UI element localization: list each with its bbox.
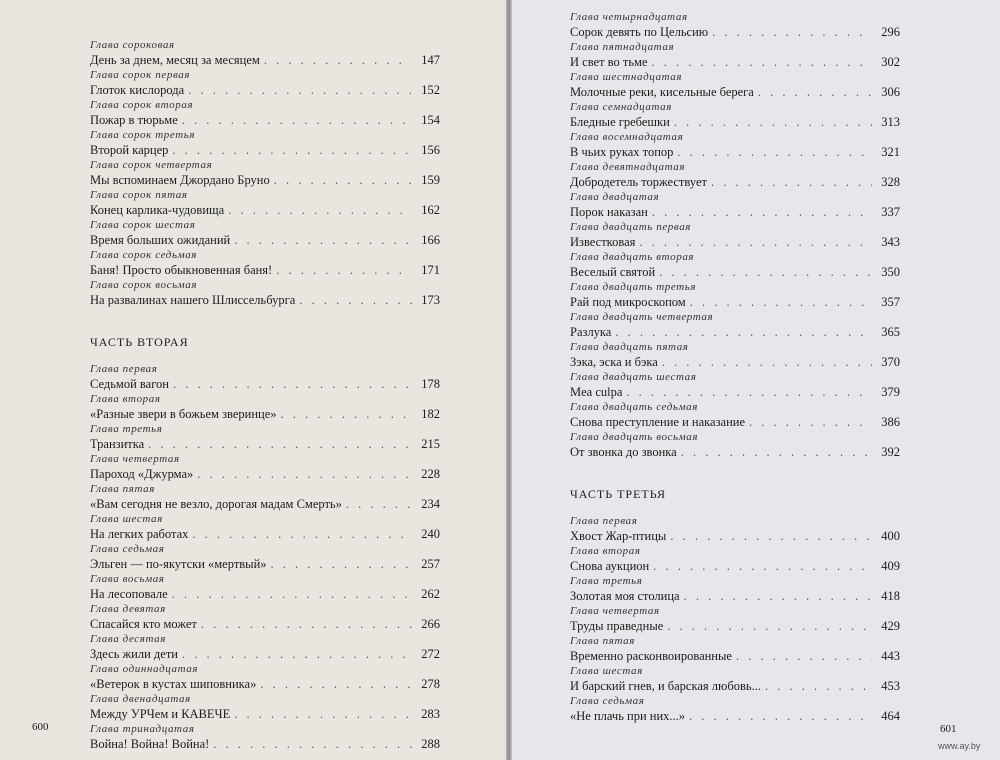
chapter-label: Глава сорок первая — [90, 69, 191, 81]
watermark: www.ay.by — [938, 741, 981, 751]
page-ref: 240 — [421, 527, 440, 541]
chapter-title: От звонка до звонка — [570, 445, 677, 459]
toc-entry — [570, 528, 900, 544]
chapter-label: Глава первая — [570, 515, 638, 527]
toc-entry — [570, 144, 900, 160]
chapter-title: «Ветерок в кустах шиповника» — [90, 677, 257, 691]
chapter-label: Глава девятнадцатая — [570, 161, 686, 173]
chapter-title: Второй карцер — [90, 143, 169, 157]
toc-entry — [90, 202, 440, 218]
toc-entry — [570, 204, 900, 220]
chapter-label: Глава сорок шестая — [90, 219, 196, 231]
dot-leader — [667, 618, 872, 634]
chapter-title: Между УРЧем и КАВЕЧЕ — [90, 707, 231, 721]
page-ref: 313 — [881, 115, 900, 129]
dot-leader — [172, 586, 412, 602]
toc-entry — [90, 292, 440, 308]
toc-entry — [570, 24, 900, 40]
chapter-title: Пожар в тюрьме — [90, 113, 178, 127]
chapter-title: Здесь жили дети — [90, 647, 178, 661]
toc-entry — [90, 82, 440, 98]
chapter-label: Глава пятая — [570, 635, 635, 647]
chapter-title: Добродетель торжествует — [570, 175, 707, 189]
page-ref: 409 — [881, 559, 900, 573]
toc-entry — [90, 706, 440, 722]
chapter-label: Глава восемнадцатая — [570, 131, 684, 143]
dot-leader — [690, 294, 872, 310]
dot-leader — [684, 588, 872, 604]
page-ref: 392 — [881, 445, 900, 459]
chapter-title: Порок наказан — [570, 205, 648, 219]
chapter-label: Глава пятая — [90, 483, 155, 495]
toc-entry — [570, 354, 900, 370]
toc-entry — [570, 324, 900, 340]
chapter-title: Война! Война! Война! — [90, 737, 210, 751]
toc-entry — [90, 496, 440, 512]
page-ref: 453 — [881, 679, 900, 693]
dot-leader — [299, 292, 412, 308]
chapter-label: Глава шестая — [570, 665, 643, 677]
chapter-label: Глава двадцать восьмая — [570, 431, 699, 443]
part-title: ЧАСТЬ ВТОРАЯ — [90, 335, 189, 349]
dot-leader — [749, 414, 872, 430]
chapter-label: Глава двадцатая — [570, 191, 660, 203]
page-ref: 337 — [881, 205, 900, 219]
toc-entry — [90, 112, 440, 128]
toc-entry — [570, 264, 900, 280]
page-ref: 166 — [421, 233, 440, 247]
page-ref: 278 — [421, 677, 440, 691]
dot-leader — [651, 54, 872, 70]
dot-leader — [677, 144, 872, 160]
chapter-label: Глава сорок седьмая — [90, 249, 198, 261]
toc-entry — [90, 586, 440, 602]
dot-leader — [689, 708, 872, 724]
toc-entry — [570, 414, 900, 430]
dot-leader — [758, 84, 872, 100]
chapter-title: Эльген — по-якутски «мертвый» — [90, 557, 267, 571]
dot-leader — [228, 202, 412, 218]
chapter-label: Глава сороковая — [90, 39, 175, 51]
chapter-label: Глава первая — [90, 363, 158, 375]
chapter-title: Mea culpa — [570, 385, 623, 399]
dot-leader — [652, 204, 872, 220]
chapter-title: Временно расконвоированные — [570, 649, 732, 663]
chapter-label: Глава четвертая — [90, 453, 180, 465]
toc-entry — [570, 234, 900, 250]
chapter-title: «Разные звери в божьем зверинце» — [90, 407, 277, 421]
toc-entry — [90, 142, 440, 158]
chapter-label: Глава сорок четвертая — [90, 159, 213, 171]
chapter-label: Глава седьмая — [90, 543, 165, 555]
toc-entry — [570, 84, 900, 100]
chapter-label: Глава десятая — [90, 633, 166, 645]
chapter-label: Глава вторая — [570, 545, 641, 557]
dot-leader — [674, 114, 872, 130]
toc-entry — [570, 588, 900, 604]
toc-entry — [570, 444, 900, 460]
page-ref: 152 — [421, 83, 440, 97]
toc-section-2 — [90, 362, 440, 752]
page-ref: 154 — [421, 113, 440, 127]
chapter-label: Глава шестая — [90, 513, 163, 525]
dot-leader — [659, 264, 872, 280]
chapter-title: Известковая — [570, 235, 636, 249]
page-number-right: 601 — [940, 723, 957, 735]
page-ref: 162 — [421, 203, 440, 217]
page-ref: 182 — [421, 407, 440, 421]
dot-leader — [234, 232, 412, 248]
page-ref: 171 — [421, 263, 440, 277]
dot-leader — [234, 706, 412, 722]
toc-entry — [570, 678, 900, 694]
dot-leader — [213, 736, 412, 752]
toc-entry — [90, 616, 440, 632]
dot-leader — [712, 24, 872, 40]
dot-leader — [736, 648, 872, 664]
page-ref: 178 — [421, 377, 440, 391]
dot-leader — [192, 526, 412, 542]
chapter-title: И барский гнев, и барская любовь... — [570, 679, 761, 693]
dot-leader — [653, 558, 872, 574]
chapter-label: Глава двадцать четвертая — [570, 311, 714, 323]
toc-entry — [570, 294, 900, 310]
page-ref: 443 — [881, 649, 900, 663]
toc-entry — [570, 384, 900, 400]
dot-leader — [626, 384, 872, 400]
chapter-title: Транзитка — [90, 437, 145, 451]
dot-leader — [681, 444, 872, 460]
chapter-title: И свет во тьме — [570, 55, 648, 69]
page-ref: 321 — [881, 145, 900, 159]
dot-leader — [670, 528, 872, 544]
left-toc — [90, 38, 440, 752]
page-ref: 262 — [421, 587, 440, 601]
toc-entry — [570, 648, 900, 664]
chapter-label: Глава двадцать седьмая — [570, 401, 698, 413]
chapter-label: Глава сорок третья — [90, 129, 196, 141]
chapter-title: Сорок девять по Цельсию — [570, 25, 709, 39]
page-ref: 370 — [881, 355, 900, 369]
chapter-title: Баня! Просто обыкновенная баня! — [90, 263, 273, 277]
page-ref: 400 — [881, 529, 900, 543]
chapter-label: Глава двенадцатая — [90, 693, 191, 705]
chapter-title: Конец карлика-чудовища — [90, 203, 225, 217]
chapter-label: Глава семнадцатая — [570, 101, 672, 113]
dot-leader — [765, 678, 872, 694]
chapter-title: Снова преступление и наказание — [570, 415, 746, 429]
chapter-title: Золотая моя столица — [570, 589, 680, 603]
chapter-title: Мы вспоминаем Джордано Бруно — [90, 173, 270, 187]
page-number-left: 600 — [32, 721, 49, 733]
page-ref: 418 — [881, 589, 900, 603]
chapter-title: Рай под микроскопом — [570, 295, 686, 309]
chapter-label: Глава четвертая — [570, 605, 660, 617]
dot-leader — [173, 376, 412, 392]
chapter-title: Пароход «Джурма» — [90, 467, 194, 481]
page-ref: 306 — [881, 85, 900, 99]
chapter-title: Седьмой вагон — [90, 377, 169, 391]
chapter-title: Молочные реки, кисельные берега — [570, 85, 754, 99]
chapter-label: Глава сорок вторая — [90, 99, 194, 111]
toc-section-1 — [90, 38, 440, 308]
chapter-title: Зэка, эска и бэка — [570, 355, 658, 369]
toc-entry — [90, 172, 440, 188]
chapter-label: Глава сорок восьмая — [90, 279, 198, 291]
toc-entry — [90, 262, 440, 278]
chapter-label: Глава двадцать шестая — [570, 371, 697, 383]
dot-leader — [662, 354, 872, 370]
toc-entry — [570, 174, 900, 190]
toc-entry — [570, 54, 900, 70]
dot-leader — [197, 466, 412, 482]
right-toc — [570, 10, 900, 724]
page-ref: 379 — [881, 385, 900, 399]
dot-leader — [260, 676, 412, 692]
chapter-title: Веселый святой — [570, 265, 656, 279]
toc-entry — [90, 436, 440, 452]
page-ref: 159 — [421, 173, 440, 187]
chapter-label: Глава вторая — [90, 393, 161, 405]
toc-entry — [570, 114, 900, 130]
chapter-title: Хвост Жар-птицы — [570, 529, 667, 543]
chapter-title: Бледные гребешки — [570, 115, 670, 129]
dot-leader — [182, 112, 412, 128]
dot-leader — [264, 52, 412, 68]
dot-leader — [172, 142, 412, 158]
page-ref: 283 — [421, 707, 440, 721]
toc-entry — [90, 52, 440, 68]
chapter-label: Глава третья — [570, 575, 643, 587]
page-ref: 302 — [881, 55, 900, 69]
part-title: ЧАСТЬ ТРЕТЬЯ — [570, 487, 667, 501]
dot-leader — [281, 406, 412, 422]
toc-entry — [90, 376, 440, 392]
dot-leader — [188, 82, 412, 98]
chapter-label: Глава двадцать пятая — [570, 341, 689, 353]
dot-leader — [276, 262, 412, 278]
toc-entry — [90, 676, 440, 692]
chapter-label: Глава восьмая — [90, 573, 165, 585]
chapter-label: Глава шестнадцатая — [570, 71, 683, 83]
chapter-title: «Вам сегодня не везло, дорогая мадам Смерть» — [90, 497, 342, 511]
chapter-label: Глава тринадцатая — [90, 723, 195, 735]
chapter-label: Глава третья — [90, 423, 163, 435]
page-ref: 296 — [881, 25, 900, 39]
chapter-label: Глава пятнадцатая — [570, 41, 675, 53]
page-ref: 215 — [421, 437, 440, 451]
page-ref: 156 — [421, 143, 440, 157]
chapter-title: Глоток кислорода — [90, 83, 185, 97]
page-ref: 429 — [881, 619, 900, 633]
toc-section-2 — [570, 514, 900, 724]
chapter-title: Снова аукцион — [570, 559, 650, 573]
dot-leader — [271, 556, 412, 572]
toc-entry — [570, 708, 900, 724]
chapter-label: Глава сорок пятая — [90, 189, 188, 201]
page-ref: 266 — [421, 617, 440, 631]
chapter-title: Разлука — [570, 325, 612, 339]
chapter-title: Труды праведные — [570, 619, 664, 633]
page-ref: 272 — [421, 647, 440, 661]
toc-entry — [90, 526, 440, 542]
page-ref: 328 — [881, 175, 900, 189]
toc-entry — [90, 736, 440, 752]
toc-entry — [570, 558, 900, 574]
toc-entry — [90, 556, 440, 572]
chapter-title: День за днем, месяц за месяцем — [90, 53, 260, 67]
toc-entry — [570, 618, 900, 634]
toc-entry — [90, 646, 440, 662]
chapter-title: Спасайся кто может — [90, 617, 197, 631]
chapter-label: Глава двадцать первая — [570, 221, 692, 233]
toc-entry — [90, 406, 440, 422]
chapter-label: Глава одиннадцатая — [90, 663, 199, 675]
page-ref: 173 — [421, 293, 440, 307]
dot-leader — [274, 172, 412, 188]
chapter-label: Глава четырнадцатая — [570, 11, 688, 23]
chapter-title: В чьих руках топор — [570, 145, 674, 159]
chapter-label: Глава седьмая — [570, 695, 645, 707]
toc-entry — [90, 232, 440, 248]
chapter-title: «Не плачь при них...» — [570, 709, 686, 723]
page-ref: 343 — [881, 235, 900, 249]
chapter-label: Глава двадцать вторая — [570, 251, 695, 263]
chapter-title: На развалинах нашего Шлиссельбурга — [90, 293, 296, 307]
page-ref: 257 — [421, 557, 440, 571]
dot-leader — [346, 496, 412, 512]
dot-leader — [201, 616, 412, 632]
chapter-title: Время больших ожиданий — [90, 233, 231, 247]
dot-leader — [182, 646, 412, 662]
page-ref: 386 — [881, 415, 900, 429]
page-ref: 350 — [881, 265, 900, 279]
chapter-title: На лесоповале — [90, 587, 168, 601]
page-ref: 357 — [881, 295, 900, 309]
toc-section-1 — [570, 10, 900, 460]
page-ref: 288 — [421, 737, 440, 751]
dot-leader — [711, 174, 872, 190]
page-ref: 365 — [881, 325, 900, 339]
toc-entry — [90, 466, 440, 482]
chapter-label: Глава двадцать третья — [570, 281, 697, 293]
page-ref: 147 — [421, 53, 440, 67]
chapter-title: На легких работах — [90, 527, 189, 541]
page-ref: 228 — [421, 467, 440, 481]
dot-leader — [148, 436, 412, 452]
dot-leader — [615, 324, 872, 340]
chapter-label: Глава девятая — [90, 603, 166, 615]
dot-leader — [639, 234, 872, 250]
page-ref: 234 — [421, 497, 440, 511]
page-ref: 464 — [881, 709, 900, 723]
